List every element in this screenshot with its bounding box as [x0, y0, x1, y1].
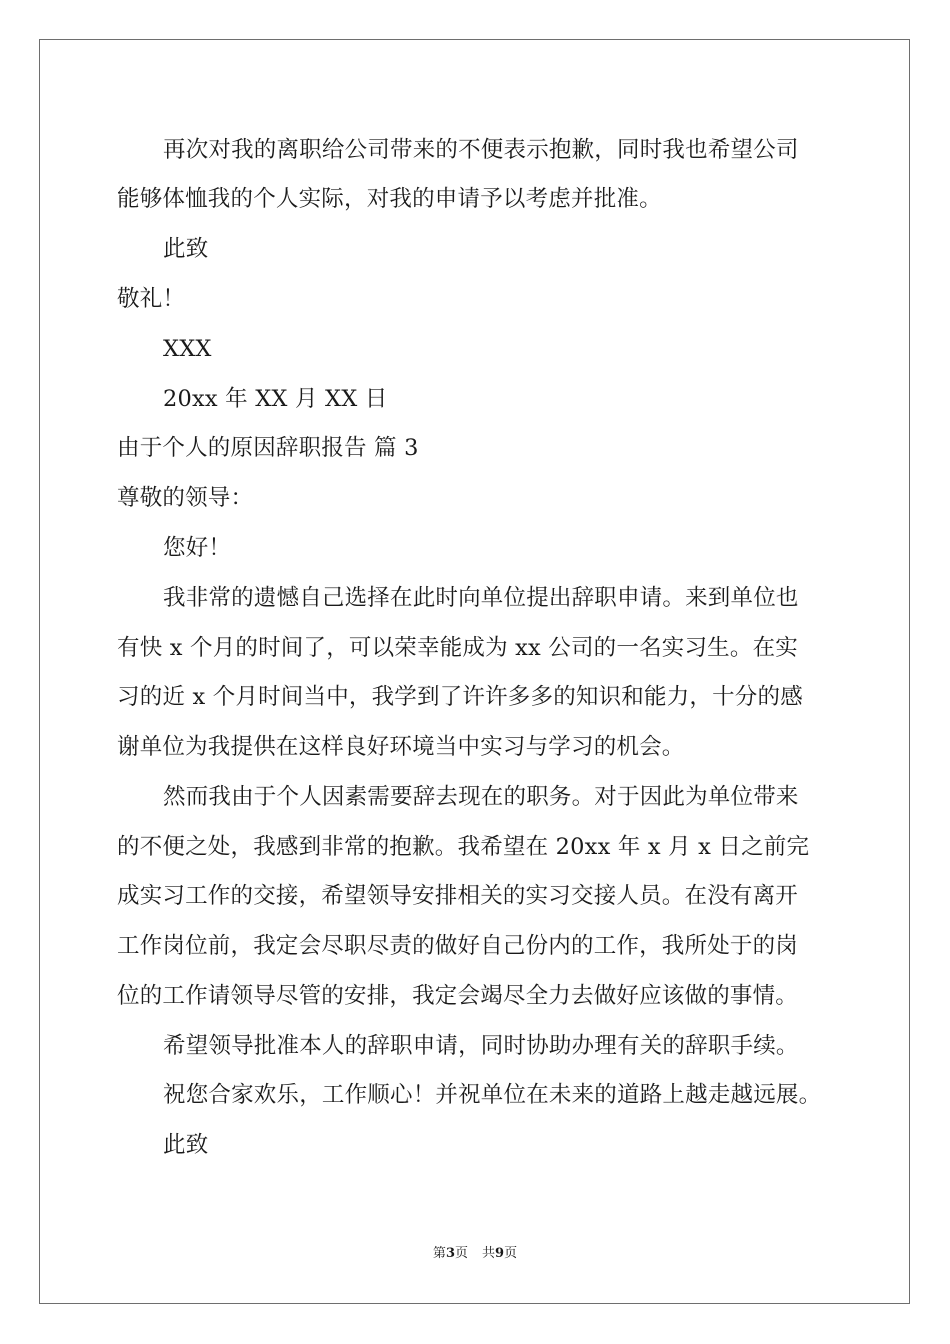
section-title: 由于个人的原因辞职报告 篇 3 — [117, 435, 419, 461]
paragraph-line: 位的工作请领导尽管的安排，我定会竭尽全力去做好应该做的事情。 — [117, 983, 799, 1009]
closing-phrase: 此致 — [163, 1132, 209, 1158]
closing-phrase: 此致 — [163, 236, 209, 262]
paragraph-line: 的不便之处，我感到非常的抱歉。我希望在 20xx 年 x 月 x 日之前完 — [117, 834, 810, 860]
paragraph-line: 希望领导批准本人的辞职申请，同时协助办理有关的辞职手续。 — [163, 1033, 799, 1059]
paragraph-line: 成实习工作的交接，希望领导安排相关的实习交接人员。在没有离开 — [117, 883, 799, 909]
page-number-label: 第3页 — [432, 1246, 468, 1261]
total-page-count: 9 — [495, 1246, 505, 1261]
paragraph-line: 谢单位为我提供在这样良好环境当中实习与学习的机会。 — [117, 734, 685, 760]
paragraph-line: 然而我由于个人因素需要辞去现在的职务。对于因此为单位带来 — [163, 784, 799, 810]
paragraph-line: 祝您合家欢乐，工作顺心！并祝单位在未来的道路上越走越远展。 — [163, 1082, 822, 1108]
page-border — [39, 39, 910, 1304]
signature-date: 20xx 年 XX 月 XX 日 — [163, 386, 388, 412]
greeting: 尊敬的领导： — [117, 485, 254, 511]
paragraph-line: 再次对我的离职给公司带来的不便表示抱歉，同时我也希望公司 — [163, 137, 799, 163]
paragraph-line: 习的近 x 个月时间当中，我学到了许许多多的知识和能力，十分的感 — [117, 684, 803, 710]
paragraph-line: 能够体恤我的个人实际，对我的申请予以考虑并批准。 — [117, 186, 662, 212]
page-footer — [0, 1246, 950, 1262]
signature-name: XXX — [163, 336, 212, 362]
paragraph-line: 我非常的遗憾自己选择在此时向单位提出辞职申请。来到单位也 — [163, 585, 799, 611]
current-page-number: 3 — [445, 1246, 455, 1261]
total-pages-label: 共9页 — [482, 1246, 518, 1261]
paragraph-line: 有快 x 个月的时间了，可以荣幸能成为 xx 公司的一名实习生。在实 — [117, 635, 798, 661]
paragraph-line: 工作岗位前，我定会尽职尽责的做好自己份内的工作，我所处于的岗 — [117, 933, 799, 959]
greeting-hello: 您好！ — [163, 535, 232, 561]
salutation-close: 敬礼！ — [117, 286, 186, 312]
